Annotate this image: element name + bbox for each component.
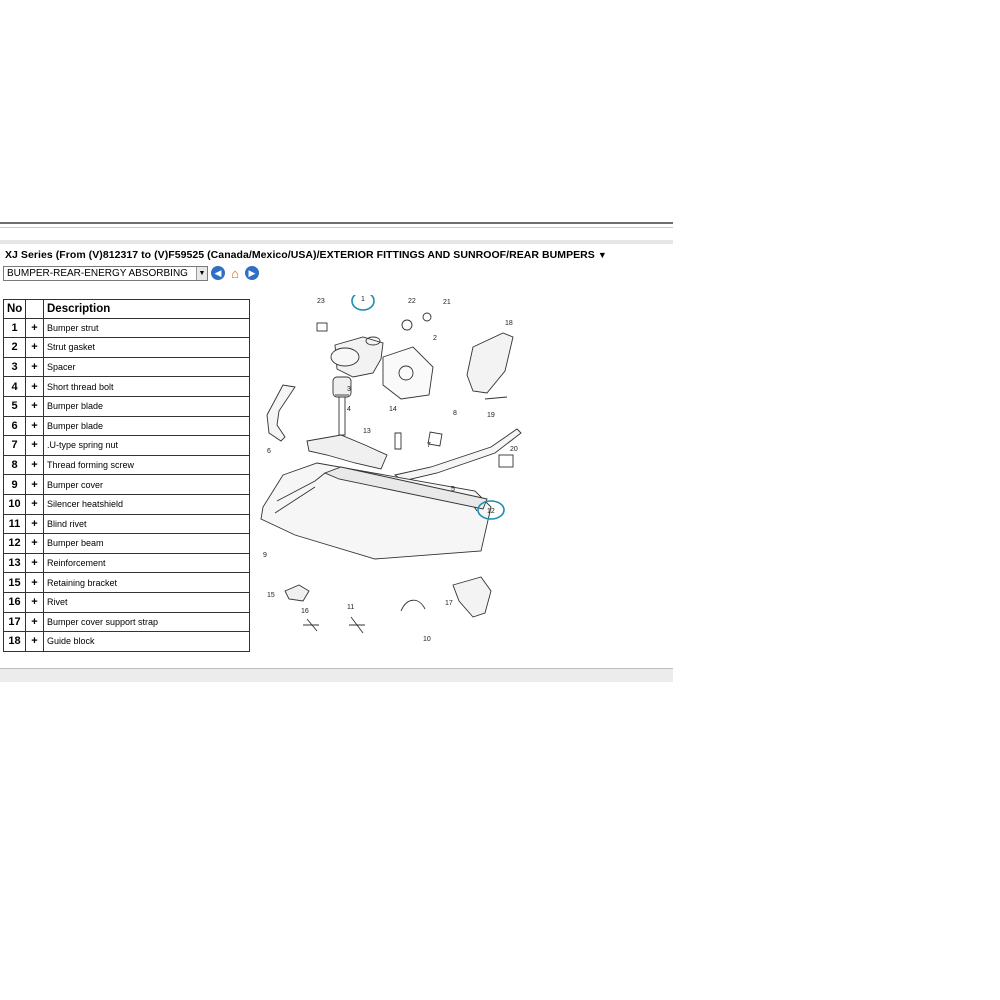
group-select[interactable] [3,266,208,281]
callout-label[interactable]: 12 [487,508,495,515]
part-description-cell[interactable]: Spacer [44,358,250,378]
callout-label[interactable]: 15 [267,592,275,599]
part-number-cell: 8 [3,456,26,476]
callout-label[interactable]: 11 [347,604,355,611]
diagram-svg [255,295,545,670]
callout-label[interactable]: 16 [301,608,309,615]
expand-plus-icon[interactable]: + [26,613,44,633]
part-description-cell[interactable]: Thread forming screw [44,456,250,476]
table-row[interactable] [3,358,250,378]
back-arrow-icon[interactable]: ◀ [211,266,225,280]
callout-label[interactable]: 2 [433,335,437,342]
table-row[interactable] [3,475,250,495]
expand-plus-icon[interactable]: + [26,319,44,339]
table-row[interactable] [3,495,250,515]
exploded-parts-diagram[interactable] [255,295,545,670]
part-number-cell: 5 [3,397,26,417]
table-row[interactable] [3,534,250,554]
expand-plus-icon[interactable]: + [26,475,44,495]
parts-table-body [3,319,250,652]
strut-gasket-part [383,347,433,399]
dropdown-arrow-icon[interactable]: ▼ [196,267,207,280]
part-number-cell: 2 [3,338,26,358]
table-row[interactable] [3,456,250,476]
part-number-cell: 7 [3,436,26,456]
part-number-cell: 16 [3,593,26,613]
table-row[interactable] [3,613,250,633]
guide-block-part [467,333,513,393]
expand-plus-icon[interactable]: + [26,515,44,535]
top-divider [0,222,673,224]
expand-plus-icon[interactable]: + [26,377,44,397]
parts-catalog-window [0,222,673,684]
header-band [0,240,673,244]
table-row[interactable] [3,436,250,456]
expand-plus-icon[interactable]: + [26,554,44,574]
expand-plus-icon[interactable]: + [26,338,44,358]
breadcrumb-text[interactable]: XJ Series (From (V)812317 to (V)F59525 (Canada/Mexico/USA)/EXTERIOR FITTINGS AND SUNROOF/REAR BUMPERS [5,249,595,261]
callout-label[interactable]: 8 [453,410,457,417]
part-description-cell[interactable]: Short thread bolt [44,377,250,397]
callout-label[interactable]: 19 [487,412,495,419]
parts-table [3,299,250,652]
part-number-cell: 1 [3,319,26,339]
expand-plus-icon[interactable]: + [26,397,44,417]
part-description-cell[interactable]: Bumper blade [44,397,250,417]
part-description-cell[interactable]: Bumper cover support strap [44,613,250,633]
part-number-cell: 15 [3,573,26,593]
part-number-cell: 6 [3,417,26,437]
callout-label[interactable]: 23 [317,298,325,305]
table-row[interactable] [3,338,250,358]
home-icon[interactable]: ⌂ [231,265,239,281]
group-select-value: BUMPER-REAR-ENERGY ABSORBING [7,267,188,279]
part-description-cell[interactable]: Rivet [44,593,250,613]
part-description-cell[interactable]: Silencer heatshield [44,495,250,515]
callout-label[interactable]: 7 [427,442,431,449]
toolbar [3,265,259,281]
part-number-cell: 18 [3,632,26,652]
callout-label[interactable]: 13 [363,428,371,435]
callout-label[interactable]: 17 [445,600,453,607]
table-row[interactable] [3,554,250,574]
expand-plus-icon[interactable]: + [26,456,44,476]
callout-label[interactable]: 10 [423,636,431,643]
part-number-cell: 4 [3,377,26,397]
column-header-description: Description [44,299,250,319]
part-description-cell[interactable]: Bumper beam [44,534,250,554]
part-number-cell: 13 [3,554,26,574]
callout-label[interactable]: 5 [451,486,455,493]
part-description-cell[interactable]: Reinforcement [44,554,250,574]
table-row[interactable] [3,632,250,652]
column-header-no: No [3,299,26,319]
table-row[interactable] [3,319,250,339]
part-description-cell[interactable]: Strut gasket [44,338,250,358]
callout-label[interactable]: 6 [267,448,271,455]
expand-plus-icon[interactable]: + [26,436,44,456]
part-description-cell[interactable]: .U-type spring nut [44,436,250,456]
expand-plus-icon[interactable]: + [26,593,44,613]
part-number-cell: 9 [3,475,26,495]
part-description-cell[interactable]: Guide block [44,632,250,652]
part-description-cell[interactable]: Bumper blade [44,417,250,437]
expand-plus-icon[interactable]: + [26,495,44,515]
table-row[interactable] [3,417,250,437]
callout-label[interactable]: 22 [408,298,416,305]
table-row[interactable] [3,573,250,593]
table-row[interactable] [3,515,250,535]
callout-label[interactable]: 20 [510,446,518,453]
table-row[interactable] [3,593,250,613]
part-description-cell[interactable]: Blind rivet [44,515,250,535]
callout-label[interactable]: 1 [361,296,365,303]
part-number-cell: 17 [3,613,26,633]
expand-plus-icon[interactable]: + [26,632,44,652]
breadcrumb[interactable] [5,249,607,261]
table-row[interactable] [3,397,250,417]
part-number-cell: 10 [3,495,26,515]
expand-plus-icon[interactable]: + [26,358,44,378]
table-row[interactable] [3,377,250,397]
chevron-down-icon[interactable]: ▼ [597,250,607,260]
top-divider-secondary [0,227,673,228]
part-number-cell: 12 [3,534,26,554]
expand-plus-icon[interactable]: + [26,573,44,593]
forward-arrow-icon[interactable]: ▶ [245,266,259,280]
callout-label[interactable]: 14 [389,406,397,413]
part-description-cell[interactable]: Retaining bracket [44,573,250,593]
part-number-cell: 11 [3,515,26,535]
part-number-cell: 3 [3,358,26,378]
part-description-cell[interactable]: Bumper cover [44,475,250,495]
status-band [0,669,673,682]
callout-label[interactable]: 21 [443,299,451,306]
expand-plus-icon[interactable]: + [26,417,44,437]
callout-label[interactable]: 18 [505,320,513,327]
expand-plus-icon[interactable]: + [26,534,44,554]
callout-label[interactable]: 9 [263,552,267,559]
part-description-cell[interactable]: Bumper strut [44,319,250,339]
column-header-expand [26,299,44,319]
callout-label[interactable]: 4 [347,406,351,413]
callout-label[interactable]: 3 [347,386,351,393]
table-header-row [3,299,250,319]
